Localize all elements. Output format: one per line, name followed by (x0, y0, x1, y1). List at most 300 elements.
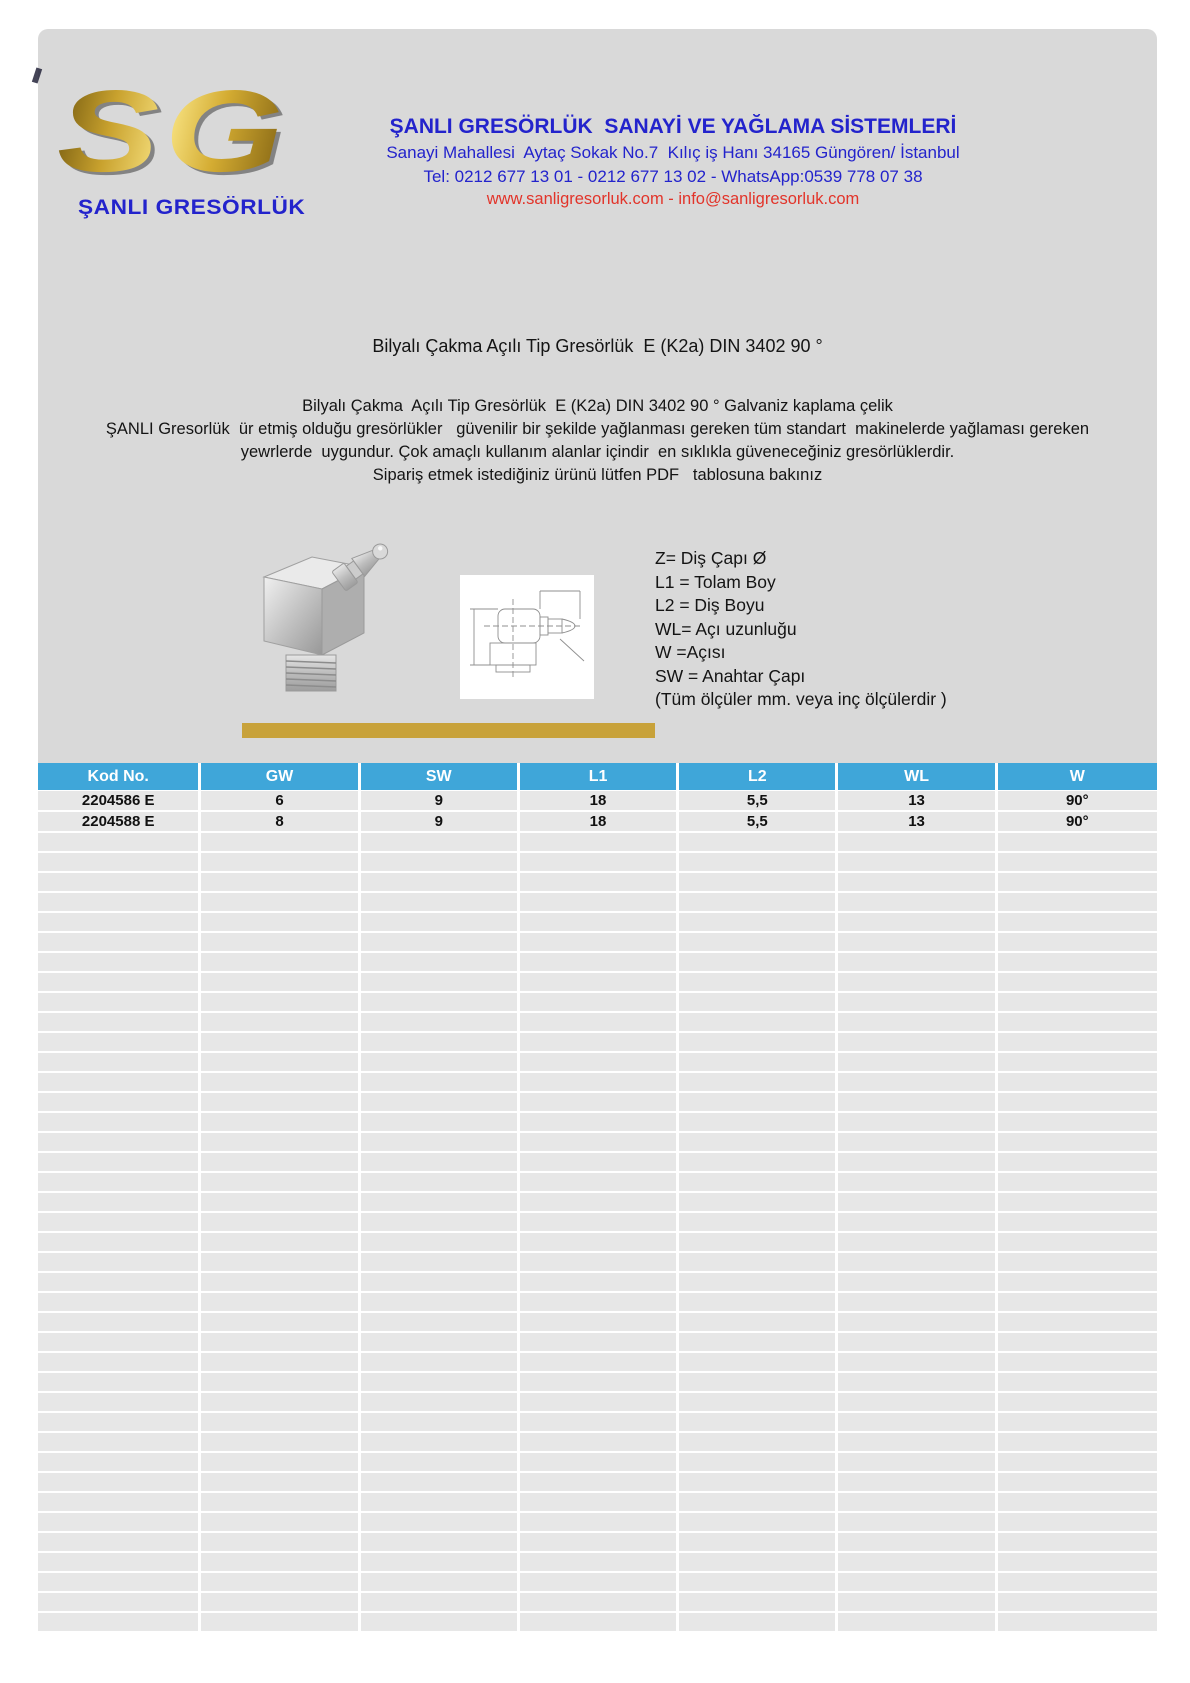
empty-table-cell (201, 1613, 360, 1631)
table-cell: 8 (201, 812, 360, 831)
empty-table-cell (38, 933, 201, 951)
empty-table-cell (998, 1053, 1157, 1071)
empty-table-cell (998, 1553, 1157, 1571)
empty-table-cell (679, 1013, 838, 1031)
product-photo (248, 529, 423, 699)
dimension-legend (655, 547, 947, 712)
company-phones: Tel: 0212 677 13 01 - 0212 677 13 02 - WhatsApp:0539 778 07 38 (423, 167, 923, 186)
empty-table-cell (201, 1213, 360, 1231)
empty-table-cell (38, 1433, 201, 1451)
empty-table-cell (38, 1013, 201, 1031)
empty-table-row (38, 1313, 1157, 1331)
empty-table-cell (679, 1173, 838, 1191)
empty-table-cell (361, 1433, 520, 1451)
empty-table-row (38, 1053, 1157, 1071)
empty-table-row (38, 1253, 1157, 1271)
empty-table-cell (998, 893, 1157, 911)
empty-table-cell (201, 1193, 360, 1211)
empty-table-cell (998, 1013, 1157, 1031)
empty-table-cell (520, 853, 679, 871)
empty-table-cell (38, 1593, 201, 1611)
empty-table-cell (361, 833, 520, 851)
empty-table-cell (838, 1473, 997, 1491)
empty-table-cell (38, 1073, 201, 1091)
empty-table-cell (201, 893, 360, 911)
empty-table-cell (998, 1213, 1157, 1231)
empty-table-cell (679, 1593, 838, 1611)
empty-table-cell (679, 1433, 838, 1451)
empty-table-cell (201, 1473, 360, 1491)
column-header-l1: L1 (520, 763, 679, 790)
empty-table-row (38, 1613, 1157, 1631)
empty-table-cell (520, 1213, 679, 1231)
empty-table-cell (361, 1073, 520, 1091)
empty-table-cell (838, 1213, 997, 1231)
empty-table-cell (998, 1133, 1157, 1151)
empty-table-cell (998, 1093, 1157, 1111)
legend-line: W =Açısı (655, 642, 726, 662)
empty-table-cell (38, 1573, 201, 1591)
empty-table-cell (679, 1113, 838, 1131)
empty-table-cell (520, 1613, 679, 1631)
empty-table-row (38, 1513, 1157, 1531)
empty-table-cell (998, 1373, 1157, 1391)
empty-table-cell (679, 1213, 838, 1231)
empty-table-row (38, 1553, 1157, 1571)
empty-table-cell (38, 1173, 201, 1191)
empty-table-cell (361, 1273, 520, 1291)
table-header-row (38, 763, 1157, 790)
empty-table-cell (520, 1393, 679, 1411)
empty-table-cell (520, 893, 679, 911)
empty-table-cell (679, 1493, 838, 1511)
empty-table-cell (520, 1193, 679, 1211)
empty-table-row (38, 1593, 1157, 1611)
empty-table-cell (838, 1253, 997, 1271)
column-header-sw: SW (361, 763, 520, 790)
empty-table-cell (838, 1073, 997, 1091)
empty-table-cell (679, 913, 838, 931)
empty-table-cell (838, 1453, 997, 1471)
empty-table-cell (838, 1373, 997, 1391)
empty-table-cell (998, 933, 1157, 951)
empty-table-cell (38, 1273, 201, 1291)
empty-table-cell (201, 1553, 360, 1571)
table-cell: 5,5 (679, 812, 838, 831)
description-line: ŞANLI Gresorlük ür etmiş olduğu gresörlükler güvenilir bir şekilde yağlanması gereken tüm standart makinelerde yağlaması gereken (105, 420, 1090, 438)
empty-table-cell (201, 1393, 360, 1411)
empty-table-row (38, 1493, 1157, 1511)
empty-table-cell (679, 1093, 838, 1111)
legend-line: Z= Diş Çapı Ø (655, 548, 767, 568)
empty-table-cell (998, 873, 1157, 891)
empty-table-cell (38, 1153, 201, 1171)
empty-table-cell (679, 1193, 838, 1211)
empty-table-cell (679, 1293, 838, 1311)
empty-table-cell (998, 853, 1157, 871)
empty-table-cell (38, 1353, 201, 1371)
empty-table-cell (998, 1613, 1157, 1631)
empty-table-cell (998, 1293, 1157, 1311)
empty-table-cell (520, 973, 679, 991)
empty-table-cell (998, 1273, 1157, 1291)
empty-table-cell (998, 1333, 1157, 1351)
empty-table-cell (38, 873, 201, 891)
empty-table-cell (838, 1553, 997, 1571)
empty-table-cell (520, 1073, 679, 1091)
column-header-gw: GW (201, 763, 360, 790)
empty-table-row (38, 973, 1157, 991)
empty-table-cell (361, 953, 520, 971)
empty-table-cell (38, 1393, 201, 1411)
empty-table-row (38, 1033, 1157, 1051)
empty-table-cell (520, 1053, 679, 1071)
empty-table-cell (520, 953, 679, 971)
empty-table-cell (838, 1573, 997, 1591)
empty-table-cell (679, 1073, 838, 1091)
company-header (328, 115, 1018, 209)
empty-table-row (38, 1233, 1157, 1251)
empty-table-cell (998, 1113, 1157, 1131)
empty-table-row (38, 1213, 1157, 1231)
empty-table-cell (38, 1493, 201, 1511)
empty-table-cell (679, 973, 838, 991)
table-cell: 13 (838, 791, 997, 810)
table-body (38, 791, 1157, 1631)
empty-table-row (38, 953, 1157, 971)
empty-table-row (38, 1393, 1157, 1411)
empty-table-cell (998, 833, 1157, 851)
empty-table-cell (520, 913, 679, 931)
empty-table-cell (201, 1153, 360, 1171)
empty-table-cell (201, 953, 360, 971)
empty-table-cell (361, 1453, 520, 1471)
empty-table-cell (201, 873, 360, 891)
empty-table-cell (38, 1253, 201, 1271)
empty-table-cell (201, 1093, 360, 1111)
empty-table-cell (520, 1493, 679, 1511)
empty-table-cell (679, 1573, 838, 1591)
company-logo-monogram: SG (57, 66, 289, 196)
empty-table-row (38, 1113, 1157, 1131)
empty-table-cell (520, 833, 679, 851)
empty-table-cell (998, 1173, 1157, 1191)
empty-table-cell (998, 993, 1157, 1011)
empty-table-cell (679, 1513, 838, 1531)
empty-table-cell (201, 1253, 360, 1271)
empty-table-cell (838, 1013, 997, 1031)
empty-table-cell (679, 1313, 838, 1331)
empty-table-cell (201, 1593, 360, 1611)
empty-table-row (38, 1373, 1157, 1391)
empty-table-cell (679, 1473, 838, 1491)
empty-table-cell (520, 1033, 679, 1051)
empty-table-cell (361, 1233, 520, 1251)
empty-table-cell (201, 1413, 360, 1431)
legend-line: SW = Anahtar Çapı (655, 665, 806, 686)
empty-table-row (38, 1093, 1157, 1111)
empty-table-cell (520, 1593, 679, 1611)
empty-table-cell (679, 1533, 838, 1551)
empty-table-cell (679, 833, 838, 851)
empty-table-cell (201, 913, 360, 931)
empty-table-cell (38, 1053, 201, 1071)
empty-table-cell (201, 1173, 360, 1191)
legend-line: WL= Açı uzunluğu (655, 618, 797, 639)
empty-table-cell (361, 1253, 520, 1271)
empty-table-cell (38, 1453, 201, 1471)
empty-table-cell (838, 993, 997, 1011)
empty-table-cell (998, 1573, 1157, 1591)
empty-table-cell (838, 833, 997, 851)
empty-table-cell (998, 1473, 1157, 1491)
empty-table-cell (838, 1433, 997, 1451)
empty-table-cell (38, 1213, 201, 1231)
empty-table-cell (361, 1153, 520, 1171)
empty-table-cell (201, 833, 360, 851)
empty-table-cell (38, 973, 201, 991)
table-cell: 5,5 (679, 791, 838, 810)
empty-table-cell (201, 1313, 360, 1331)
empty-table-row (38, 873, 1157, 891)
empty-table-cell (679, 1033, 838, 1051)
empty-table-cell (361, 1353, 520, 1371)
gold-divider (242, 723, 655, 738)
empty-table-cell (679, 1133, 838, 1151)
table-cell: 90° (998, 812, 1157, 831)
empty-table-cell (520, 1093, 679, 1111)
empty-table-cell (838, 1533, 997, 1551)
empty-table-cell (838, 1493, 997, 1511)
empty-table-row (38, 1073, 1157, 1091)
empty-table-cell (38, 853, 201, 871)
empty-table-cell (361, 933, 520, 951)
empty-table-cell (361, 1053, 520, 1071)
empty-table-cell (998, 1193, 1157, 1211)
empty-table-cell (361, 1613, 520, 1631)
empty-table-cell (201, 1373, 360, 1391)
empty-table-cell (38, 1233, 201, 1251)
empty-table-cell (838, 1393, 997, 1411)
empty-table-cell (838, 1593, 997, 1611)
empty-table-row (38, 833, 1157, 851)
empty-table-row (38, 1133, 1157, 1151)
empty-table-cell (998, 1393, 1157, 1411)
empty-table-cell (520, 993, 679, 1011)
empty-table-cell (838, 953, 997, 971)
legend-line: L2 = Diş Boyu (655, 595, 765, 615)
empty-table-cell (679, 853, 838, 871)
empty-table-cell (838, 1233, 997, 1251)
content-panel (38, 29, 1157, 763)
empty-table-cell (679, 1233, 838, 1251)
company-website-email[interactable]: www.sanligresorluk.com - info@sanligresorluk.com (486, 190, 860, 208)
empty-table-cell (361, 1533, 520, 1551)
empty-table-cell (361, 1393, 520, 1411)
empty-table-row (38, 933, 1157, 951)
empty-table-cell (520, 1553, 679, 1571)
empty-table-cell (361, 1553, 520, 1571)
empty-table-cell (679, 1333, 838, 1351)
empty-table-cell (38, 1293, 201, 1311)
empty-table-cell (38, 1513, 201, 1531)
empty-table-row (38, 993, 1157, 1011)
empty-table-cell (679, 1053, 838, 1071)
empty-table-cell (679, 1613, 838, 1631)
empty-table-cell (679, 1453, 838, 1471)
empty-table-cell (838, 893, 997, 911)
empty-table-cell (520, 1113, 679, 1131)
empty-table-cell (520, 1273, 679, 1291)
column-header-wl: WL (838, 763, 997, 790)
empty-table-cell (361, 1333, 520, 1351)
empty-table-cell (838, 1133, 997, 1151)
empty-table-cell (679, 873, 838, 891)
empty-table-cell (361, 1413, 520, 1431)
empty-table-cell (838, 1173, 997, 1191)
empty-table-cell (38, 913, 201, 931)
empty-table-cell (38, 1473, 201, 1491)
table-cell: 6 (201, 791, 360, 810)
empty-table-cell (361, 1573, 520, 1591)
empty-table-cell (998, 1433, 1157, 1451)
empty-table-cell (201, 1293, 360, 1311)
empty-table-cell (998, 1353, 1157, 1371)
empty-table-cell (838, 1513, 997, 1531)
empty-table-cell (361, 1373, 520, 1391)
empty-table-cell (838, 873, 997, 891)
empty-table-cell (998, 1453, 1157, 1471)
empty-table-cell (361, 973, 520, 991)
empty-table-cell (838, 1193, 997, 1211)
empty-table-cell (201, 1513, 360, 1531)
empty-table-cell (998, 1313, 1157, 1331)
legend-line: L1 = Tolam Boy (655, 571, 776, 592)
empty-table-cell (201, 1053, 360, 1071)
empty-table-cell (520, 1133, 679, 1151)
empty-table-cell (38, 1333, 201, 1351)
empty-table-cell (38, 1193, 201, 1211)
empty-table-cell (838, 1293, 997, 1311)
empty-table-cell (520, 1453, 679, 1471)
empty-table-cell (201, 1073, 360, 1091)
company-address: Sanayi Mahallesi Aytaç Sokak No.7 Kılıç iş Hanı 34165 Güngören/ İstanbul (386, 143, 960, 162)
empty-table-cell (361, 853, 520, 871)
empty-table-cell (838, 853, 997, 871)
empty-table-cell (361, 1193, 520, 1211)
empty-table-cell (998, 1253, 1157, 1271)
empty-table-cell (838, 1273, 997, 1291)
legend-line: (Tüm ölçüler mm. veya inç ölçülerdir ) (655, 689, 947, 709)
empty-table-row (38, 853, 1157, 871)
empty-table-cell (520, 1313, 679, 1331)
empty-table-cell (520, 1153, 679, 1171)
empty-table-cell (38, 1533, 201, 1551)
empty-table-cell (201, 1273, 360, 1291)
description-line: Sipariş etmek istediğiniz ürünü lütfen PDF tablosuna bakınız (372, 466, 823, 484)
empty-table-cell (679, 1393, 838, 1411)
empty-table-cell (361, 1173, 520, 1191)
product-title: Bilyalı Çakma Açılı Tip Gresörlük E (K2a) DIN 3402 90 ° (372, 336, 823, 356)
empty-table-cell (38, 953, 201, 971)
technical-drawing (460, 575, 594, 699)
empty-table-cell (520, 873, 679, 891)
table-cell: 2204586 E (38, 791, 201, 810)
empty-table-cell (679, 1353, 838, 1371)
empty-table-cell (361, 913, 520, 931)
empty-table-cell (679, 1153, 838, 1171)
empty-table-cell (201, 1333, 360, 1351)
empty-table-cell (520, 1173, 679, 1191)
company-name: ŞANLI GRESÖRLÜK SANAYİ VE YAĞLAMA SİSTEMLERİ (389, 115, 957, 138)
empty-table-cell (998, 973, 1157, 991)
empty-table-cell (201, 1113, 360, 1131)
empty-table-cell (998, 1413, 1157, 1431)
logo-brand-text: ŞANLI GRESÖRLÜK (78, 196, 306, 219)
empty-table-cell (838, 1313, 997, 1331)
empty-table-cell (361, 893, 520, 911)
empty-table-cell (838, 1093, 997, 1111)
empty-table-row (38, 1153, 1157, 1171)
empty-table-cell (201, 1353, 360, 1371)
empty-table-row (38, 1353, 1157, 1371)
empty-table-cell (838, 973, 997, 991)
table-row (38, 812, 1157, 831)
empty-table-cell (679, 1413, 838, 1431)
empty-table-row (38, 1013, 1157, 1031)
empty-table-cell (38, 893, 201, 911)
empty-table-cell (520, 1373, 679, 1391)
empty-table-cell (998, 1513, 1157, 1531)
empty-table-cell (38, 1553, 201, 1571)
empty-table-cell (838, 1353, 997, 1371)
empty-table-cell (361, 1013, 520, 1031)
empty-table-row (38, 1453, 1157, 1471)
empty-table-cell (361, 1513, 520, 1531)
empty-table-cell (679, 993, 838, 1011)
product-table (38, 763, 1157, 1633)
empty-table-cell (520, 1293, 679, 1311)
empty-table-cell (520, 1013, 679, 1031)
empty-table-cell (838, 1153, 997, 1171)
empty-table-cell (201, 973, 360, 991)
table-cell: 90° (998, 791, 1157, 810)
empty-table-cell (38, 1113, 201, 1131)
empty-table-cell (38, 1413, 201, 1431)
empty-table-cell (201, 933, 360, 951)
empty-table-cell (361, 873, 520, 891)
table-cell: 9 (361, 812, 520, 831)
empty-table-cell (679, 1253, 838, 1271)
empty-table-cell (679, 1373, 838, 1391)
empty-table-cell (361, 1293, 520, 1311)
empty-table-cell (679, 1553, 838, 1571)
empty-table-cell (838, 1413, 997, 1431)
empty-table-cell (520, 933, 679, 951)
empty-table-cell (838, 1333, 997, 1351)
table-cell: 13 (838, 812, 997, 831)
empty-table-row (38, 913, 1157, 931)
scan-artifact (32, 67, 42, 83)
empty-table-cell (361, 1213, 520, 1231)
empty-table-cell (520, 1433, 679, 1451)
empty-table-cell (679, 933, 838, 951)
empty-table-cell (201, 1573, 360, 1591)
empty-table-row (38, 1193, 1157, 1211)
empty-table-cell (361, 1493, 520, 1511)
empty-table-cell (201, 1533, 360, 1551)
empty-table-cell (361, 1093, 520, 1111)
